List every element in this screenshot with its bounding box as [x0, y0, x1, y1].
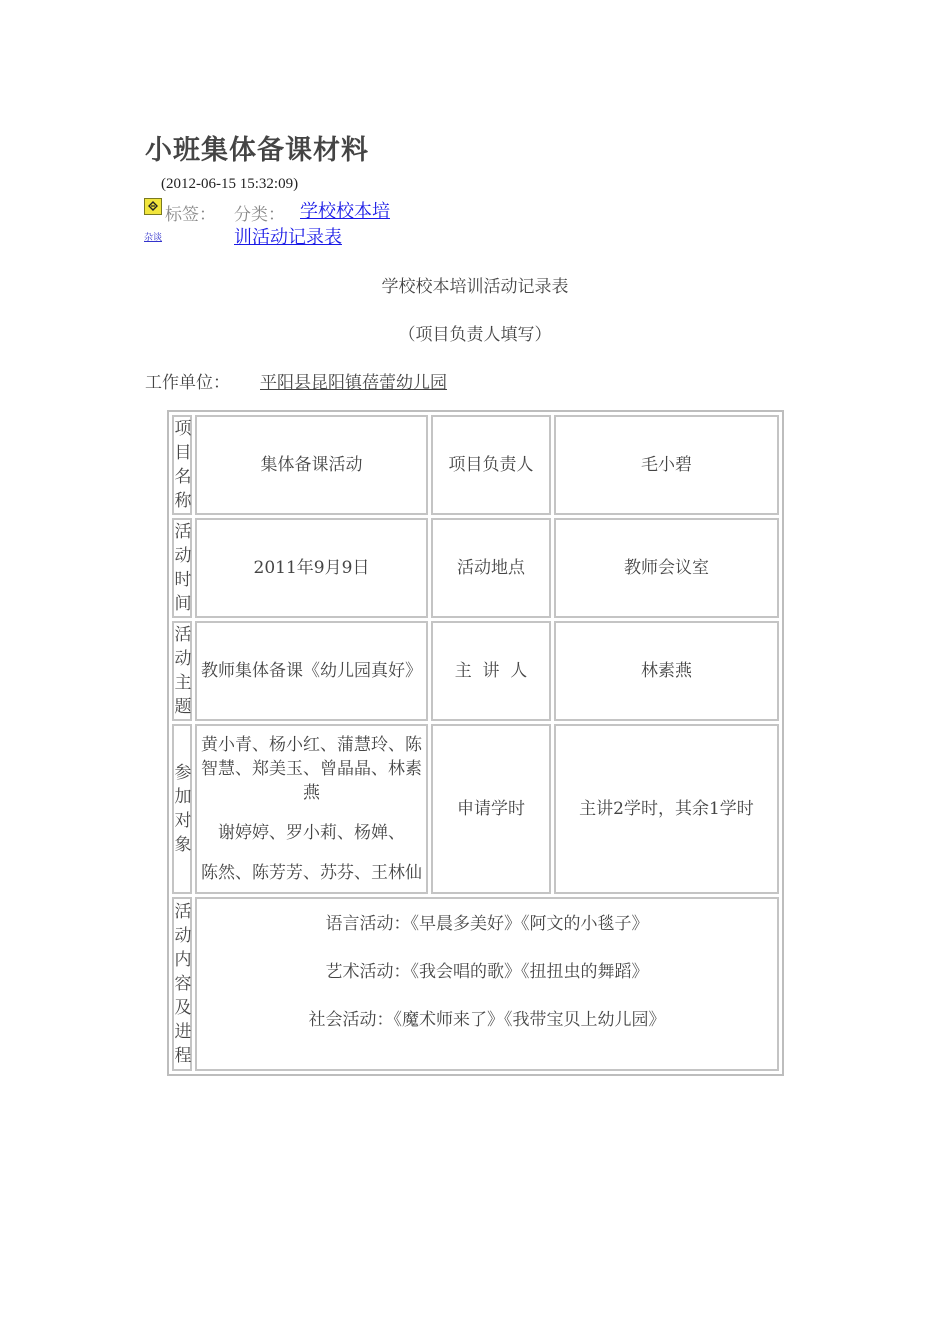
work-unit — [145, 368, 465, 393]
document-title: 学校校本培训活动记录表 — [381, 277, 569, 297]
post-datetime: (2012-06-15 15:32:09) — [161, 176, 299, 192]
activity-location-value: 教师会议室 — [554, 518, 779, 618]
category-label: 分类： — [234, 205, 285, 225]
participants-line: 黄小青、杨小红、蒲慧玲、陈智慧、郑美玉、曾晶晶、林素燕 — [201, 735, 422, 803]
activity-content-value — [195, 897, 779, 1071]
speaker-value: 林素燕 — [554, 621, 779, 721]
activity-content-line: 社会活动：《魔术师来了》《我带宝贝上幼儿园》 — [308, 1010, 666, 1030]
activity-theme-value: 教师集体备课《幼儿园真好》 — [195, 621, 428, 721]
row-label: 活动主题 — [172, 621, 192, 721]
row-label: 项目名称 — [172, 415, 192, 515]
tag-icon[interactable] — [144, 198, 162, 215]
category-link[interactable]: 学校校本培训活动记录表 — [234, 201, 390, 248]
tag-link[interactable]: 杂谈 — [144, 233, 163, 243]
project-leader-value: 毛小碧 — [554, 415, 779, 515]
credit-hours-label: 申请学时 — [431, 724, 551, 894]
post-title: 小班集体备课材料 — [145, 135, 369, 166]
participants-line: 陈然、陈芳芳、苏芬、王林仙 — [201, 863, 422, 883]
row-label: 参加对象 — [172, 724, 192, 894]
activity-location-label: 活动地点 — [431, 518, 551, 618]
table-row — [172, 897, 779, 1071]
table-row — [172, 724, 779, 894]
activity-content-line: 艺术活动：《我会唱的歌》《扭扭虫的舞蹈》 — [325, 962, 649, 982]
participants-value — [195, 724, 428, 894]
row-label: 活动时间 — [172, 518, 192, 618]
table-row — [172, 415, 779, 515]
table-row — [172, 518, 779, 618]
work-unit-value: 平阳县昆阳镇蓓蕾幼儿园 — [260, 373, 447, 393]
activity-record-table — [167, 410, 784, 1076]
work-unit-label: 工作单位： — [145, 373, 230, 393]
speaker-label: 主 讲 人 — [431, 621, 551, 721]
project-name-value: 集体备课活动 — [195, 415, 428, 515]
row-label: 活动内容及进程 — [172, 897, 192, 1071]
credit-hours-value: 主讲2学时，其余1学时 — [554, 724, 779, 894]
activity-time-value: 2011年9月9日 — [195, 518, 428, 618]
project-leader-label: 项目负责人 — [431, 415, 551, 515]
table-row — [172, 621, 779, 721]
participants-line: 谢婷婷、罗小莉、杨婵、 — [218, 823, 405, 843]
document-subtitle: （项目负责人填写） — [398, 325, 552, 345]
activity-content-line: 语言活动：《早晨多美好》《阿文的小毯子》 — [325, 914, 649, 934]
tag-label: 标签： — [165, 205, 216, 225]
